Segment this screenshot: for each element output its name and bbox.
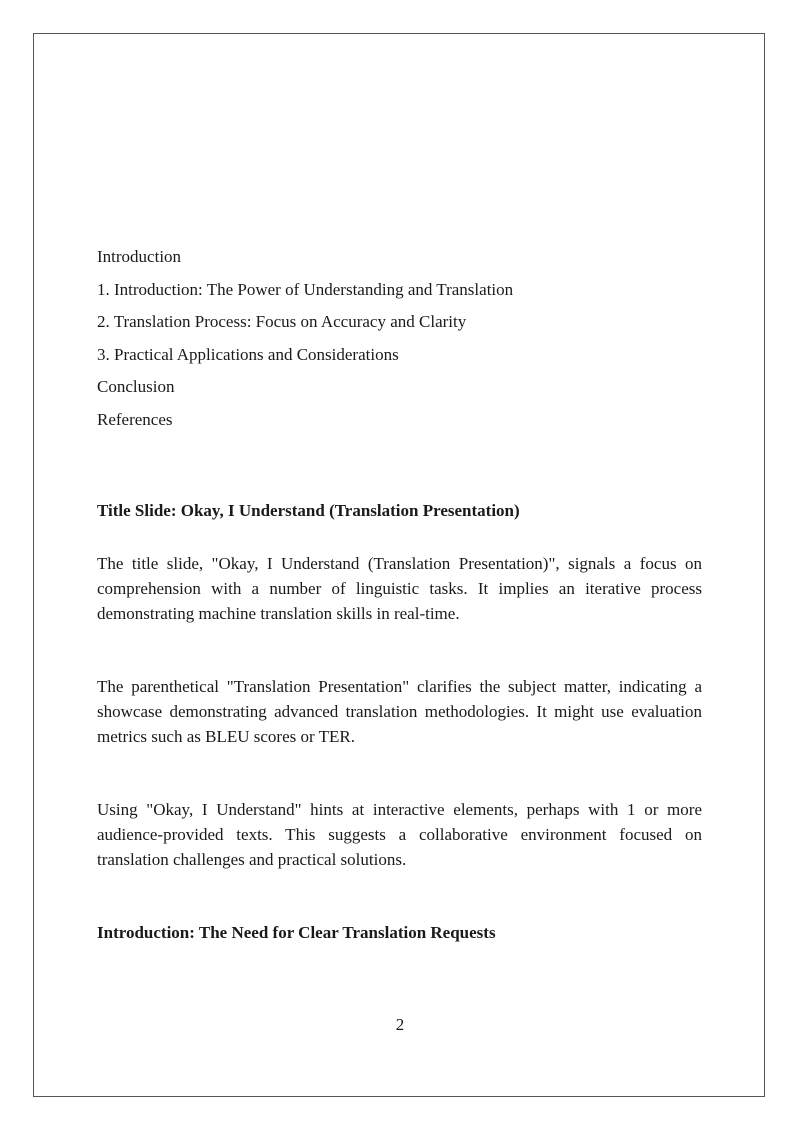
title-slide-paragraph-2: The parenthetical "Translation Presentation" clarifies the subject matter, indicating a showcase demonstrating advanced translation methodologies. It might use evaluation metrics such as BLEU scores or TER. (97, 677, 702, 746)
page-number: 2 (395, 1015, 405, 1034)
table-of-contents (97, 241, 702, 436)
toc-item-2: 2. Translation Process: Focus on Accuracy and Clarity (97, 312, 467, 331)
toc-item-3: 3. Practical Applications and Considerations (97, 344, 399, 364)
title-slide-paragraph-3: Using "Okay, I Understand" hints at interactive elements, perhaps with 1 or more audience-provided texts. This suggests a collaborative environment focused on translation challenges and practical solutions. (97, 800, 702, 869)
title-slide-heading: Title Slide: Okay, I Understand (Translation Presentation) (97, 501, 520, 520)
toc-item-references: References (97, 409, 173, 429)
toc-item-conclusion: Conclusion (97, 377, 175, 396)
toc-item-1: 1. Introduction: The Power of Understanding and Translation (97, 279, 514, 299)
title-slide-paragraph-1: The title slide, "Okay, I Understand (Translation Presentation)", signals a focus on comprehension with a number of linguistic tasks. It implies an iterative process demonstrating machine translation skills in real-time. (97, 554, 702, 623)
introduction-heading: Introduction: The Need for Clear Translation Requests (97, 923, 496, 942)
toc-item-introduction: Introduction (97, 247, 182, 266)
